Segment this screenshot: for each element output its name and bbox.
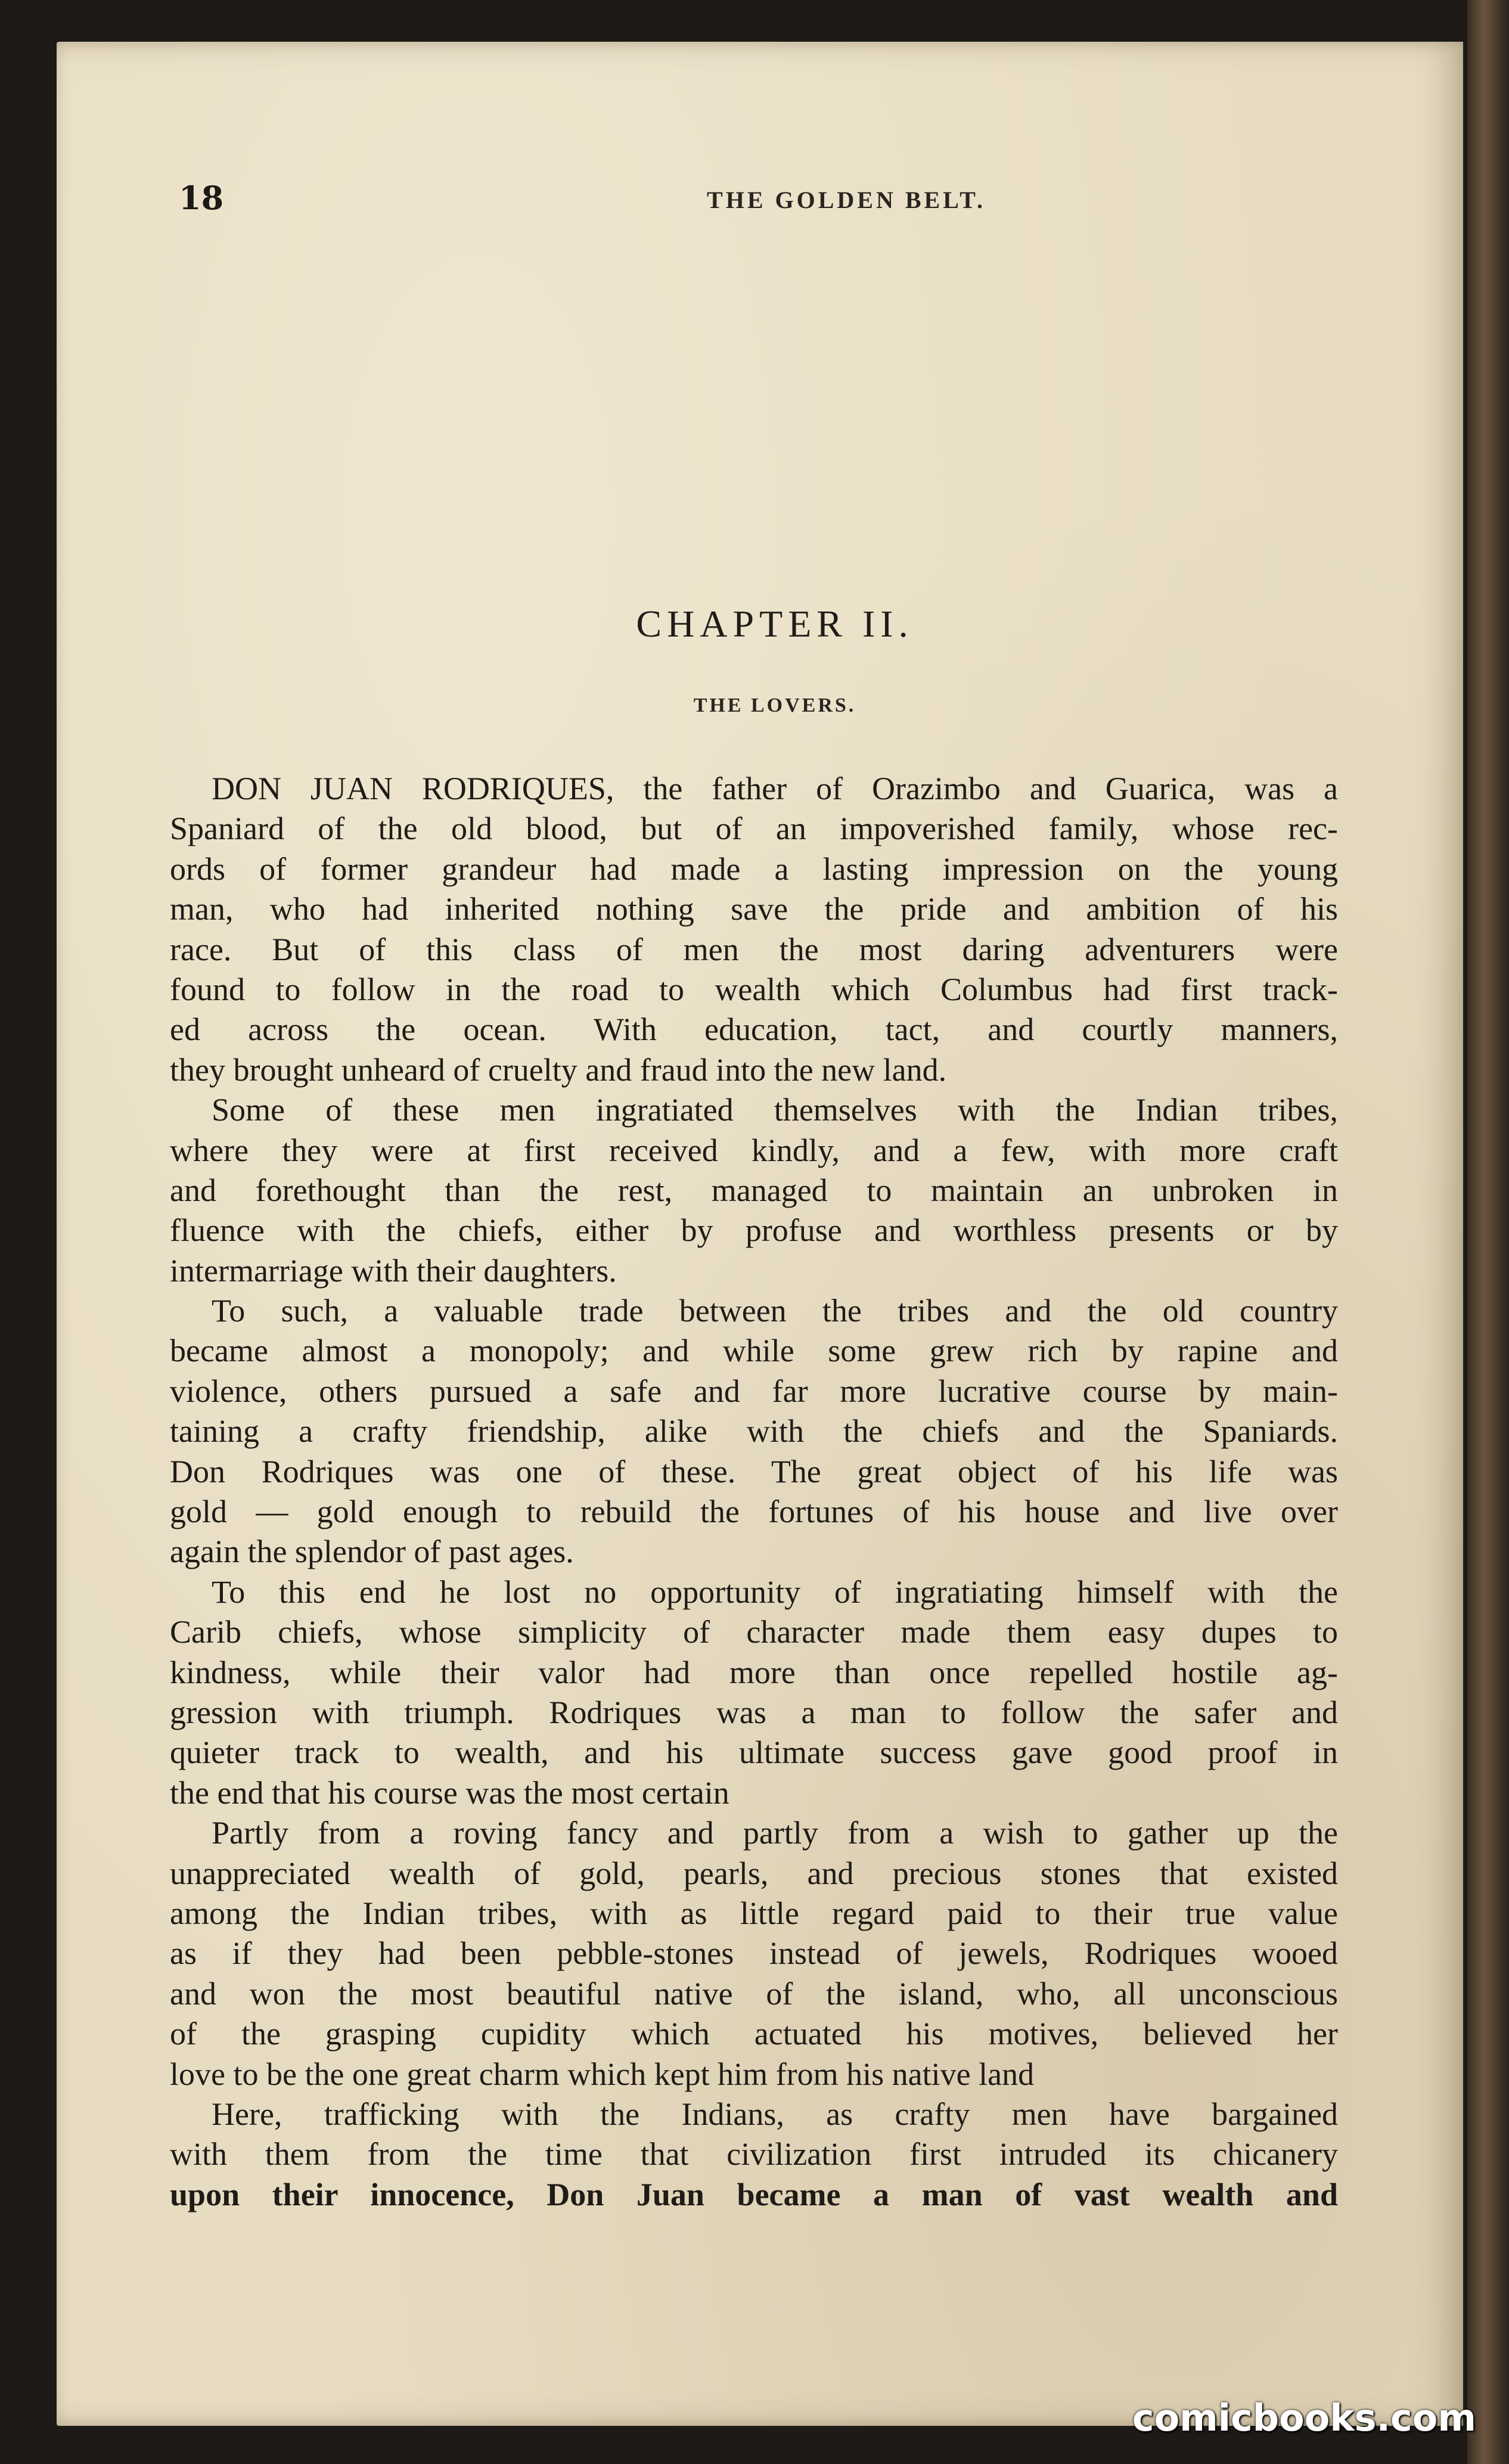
text-line: Some of these men ingratiated themselves with the Indian tribes, [212, 1092, 1338, 1128]
text-line: quieter track to wealth, and his ultimate success gave good proof in [170, 1734, 1338, 1771]
text-line: as if they had been pebble-stones instead of jewels, Rodriques wooed [170, 1935, 1338, 1972]
text-line: Carib chiefs, whose simplicity of character made them easy dupes to [170, 1614, 1338, 1650]
chapter-title: CHAPTER II. [636, 603, 914, 645]
page-number: 18 [179, 179, 224, 217]
book-spine [1467, 0, 1509, 2464]
running-title: THE GOLDEN BELT. [707, 187, 986, 213]
text-line: Don Rodriques was one of these. The great object of his life was [170, 1453, 1338, 1489]
text-line: Partly from a roving fancy and partly from a wish to gather up the [212, 1815, 1338, 1851]
text-line: To this end he lost no opportunity of ingratiating himself with the [212, 1574, 1338, 1610]
text-line: love to be the one great charm which kept him from his native land [170, 2056, 1035, 2092]
text-line: man, who had inherited nothing save the pride and ambition of his [170, 891, 1338, 927]
chapter-subtitle: THE LOVERS. [693, 694, 856, 716]
text-line: upon their innocence, Don Juan became a man of vast wealth and [170, 2176, 1338, 2212]
text-line: again the splendor of past ages. [170, 1534, 574, 1570]
text-line: of the grasping cupidity which actuated his motives, believed her [170, 2016, 1338, 2052]
text-line: intermarriage with their daughters. [170, 1252, 617, 1289]
text-line: they brought unheard of cruelty and fraud into the new land. [170, 1051, 947, 1088]
text-line: and forethought than the rest, managed to maintain an unbroken in [170, 1172, 1338, 1208]
text-line: found to follow in the road to wealth which Columbus had first track- [170, 971, 1338, 1007]
text-line: fluence with the chiefs, either by profuse and worthless presents or by [170, 1212, 1338, 1249]
text-line: gression with triumph. Rodriques was a man to follow the safer and [170, 1694, 1338, 1730]
text-line: gold — gold enough to rebuild the fortunes of his house and live over [170, 1494, 1338, 1530]
text-line: race. But of this class of men the most daring adventurers were [170, 931, 1338, 967]
text-line: the end that his course was the most certain [170, 1774, 729, 1811]
text-line: became almost a monopoly; and while some grew rich by rapine and [170, 1333, 1338, 1369]
text-line: ords of former grandeur had made a lasting impression on the young [170, 851, 1338, 887]
text-line: ed across the ocean. With education, tact, and courtly manners, [170, 1011, 1338, 1048]
text-line: where they were at first received kindly, and a few, with more craft [170, 1132, 1338, 1168]
text-line: To such, a valuable trade between the tribes and the old country [212, 1293, 1338, 1329]
text-line: kindness, while their valor had more than once repelled hostile ag- [170, 1654, 1338, 1690]
text-line: DON JUAN RODRIQUES, the father of Orazimbo and Guarica, was a [212, 771, 1338, 806]
text-line: Spaniard of the old blood, but of an impoverished family, whose rec- [170, 811, 1338, 847]
text-line: taining a crafty friendship, alike with the chiefs and the Spaniards. [170, 1413, 1338, 1450]
text-line: unappreciated wealth of gold, pearls, and precious stones that existed [170, 1855, 1338, 1891]
site-watermark: comicbooks.com [1132, 2396, 1476, 2440]
text-line: Here, trafficking with the Indians, as crafty men have bargained [212, 2096, 1338, 2132]
text-line: among the Indian tribes, with as little regard paid to their true value [170, 1895, 1338, 1931]
text-line: and won the most beautiful native of the island, who, all unconscious [170, 1975, 1338, 2012]
text-line: violence, others pursued a safe and far more lucrative course by main- [170, 1373, 1338, 1409]
text-line: with them from the time that civilization first intruded its chicanery [170, 2136, 1338, 2173]
page-header [179, 179, 1371, 226]
body-text [170, 769, 1338, 2215]
